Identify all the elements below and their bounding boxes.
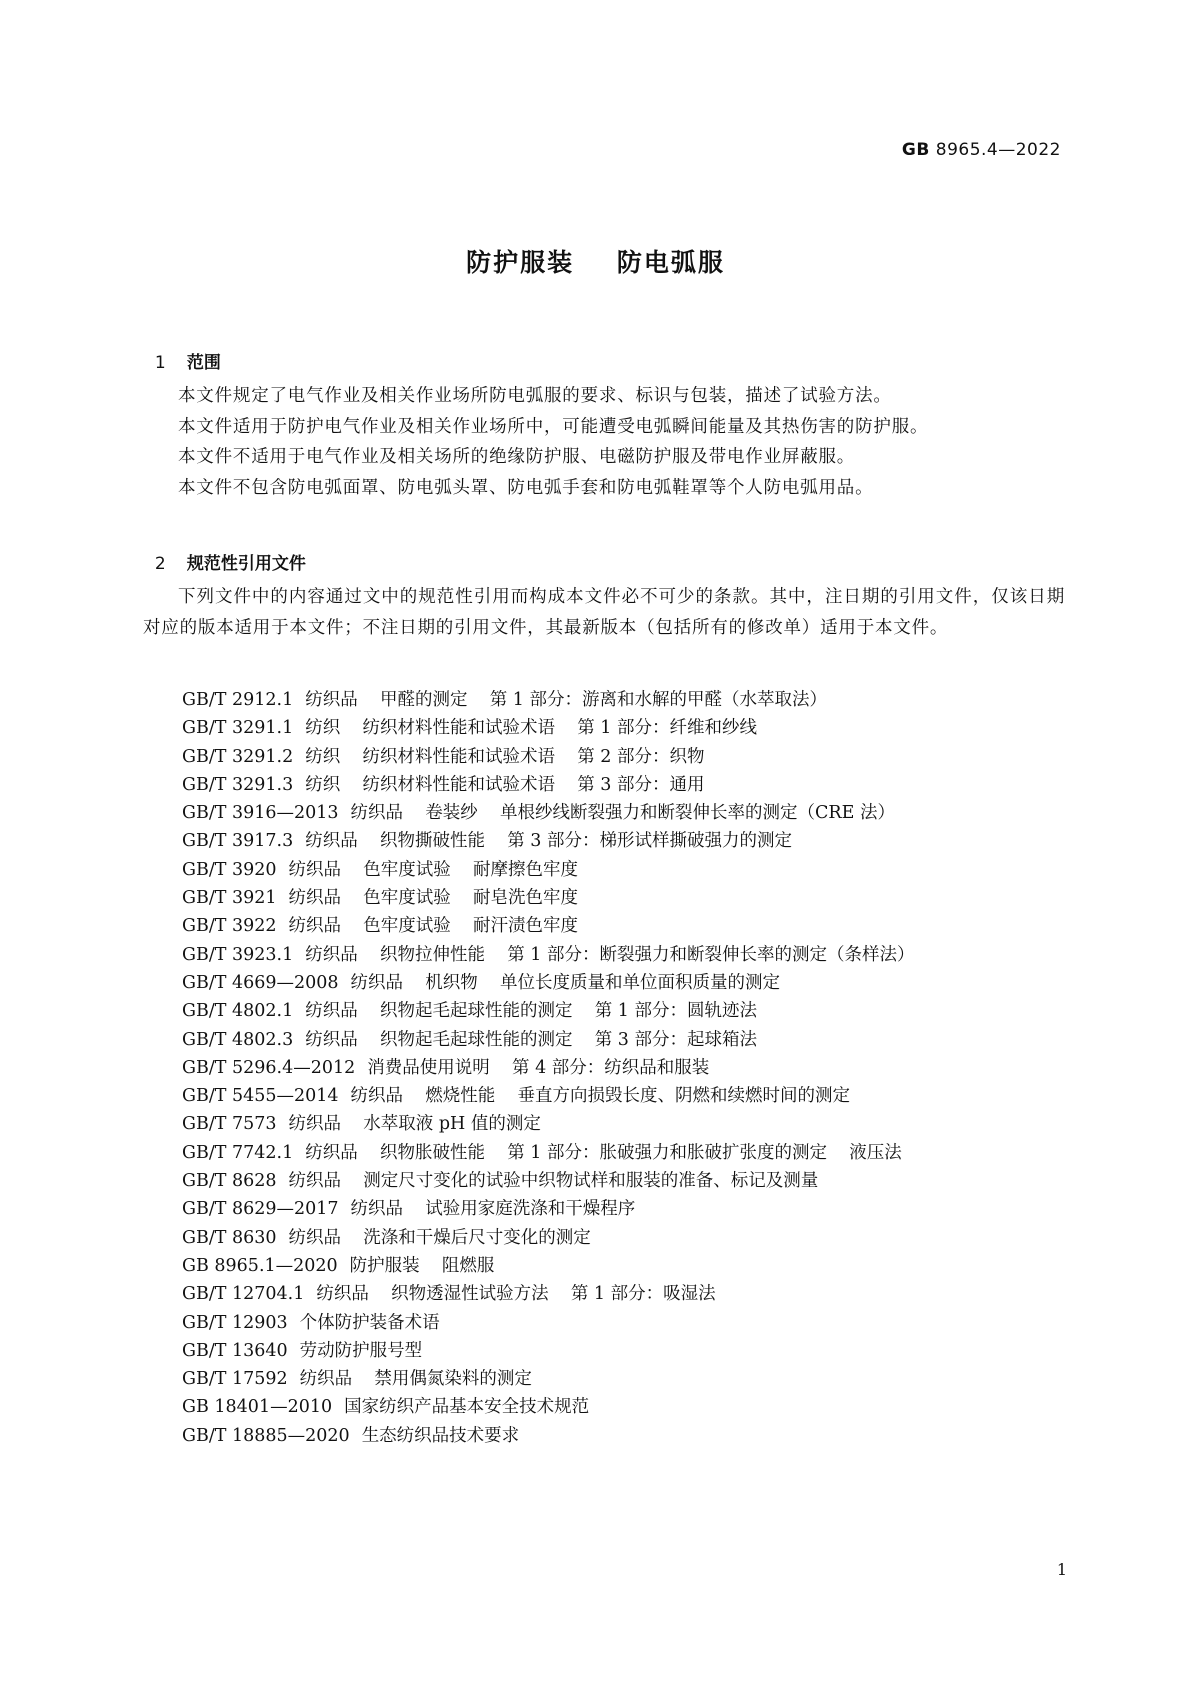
reference-code: GB/T 3923.1 bbox=[182, 944, 294, 965]
reference-title: 个体防护装备术语 bbox=[299, 1312, 440, 1333]
reference-item bbox=[182, 1054, 1082, 1082]
reference-code: GB 8965.1—2020 bbox=[182, 1255, 338, 1276]
reference-item bbox=[182, 912, 1082, 940]
reference-item bbox=[182, 686, 1082, 714]
reference-code: GB/T 5296.4—2012 bbox=[182, 1057, 356, 1078]
reference-code: GB/T 8629—2017 bbox=[182, 1199, 339, 1220]
reference-item bbox=[182, 1365, 1082, 1393]
reference-item bbox=[182, 1252, 1082, 1280]
standard-number bbox=[902, 140, 1061, 160]
reference-code: GB/T 8630 bbox=[182, 1227, 277, 1248]
reference-item bbox=[182, 1309, 1082, 1337]
reference-title: 消费品使用说明 第 4 部分：纺织品和服装 bbox=[367, 1057, 710, 1078]
reference-code: GB/T 12704.1 bbox=[182, 1284, 305, 1305]
section-2-number: 2 bbox=[154, 554, 166, 574]
reference-code: GB/T 13640 bbox=[182, 1340, 288, 1361]
reference-code: GB/T 4802.3 bbox=[182, 1029, 294, 1050]
reference-item bbox=[182, 1195, 1082, 1223]
standard-code: 8965.4—2022 bbox=[935, 140, 1061, 160]
reference-code: GB/T 3291.1 bbox=[182, 718, 294, 739]
reference-title: 纺织品 禁用偶氮染料的测定 bbox=[299, 1369, 532, 1390]
reference-code: GB/T 17592 bbox=[182, 1369, 288, 1390]
reference-code: GB/T 3291.2 bbox=[182, 746, 294, 767]
reference-title: 纺织品 织物拉伸性能 第 1 部分：断裂强力和断裂伸长率的测定（条样法） bbox=[305, 944, 915, 965]
reference-title: 纺织品 色牢度试验 耐皂洗色牢度 bbox=[288, 888, 579, 909]
section-1-paragraph: 本文件规定了电气作业及相关作业场所防电弧服的要求、标识与包装，描述了试验方法。 bbox=[178, 386, 892, 406]
section-2-intro-paragraph: 下列文件中的内容通过文中的规范性引用而构成本文件必不可少的条款。其中，注日期的引用文件，仅该日期对应的版本适用于本文件；不注日期的引用文件，其最新版本（包括所有的修改单）适用于本文件。 bbox=[143, 587, 1065, 638]
reference-title: 纺织品 测定尺寸变化的试验中织物试样和服装的准备、标记及测量 bbox=[288, 1171, 819, 1192]
reference-title: 纺织 纺织材料性能和试验术语 第 2 部分：织物 bbox=[305, 746, 705, 767]
section-1-title: 范围 bbox=[186, 353, 221, 373]
reference-title: 纺织品 织物撕破性能 第 3 部分：梯形试样撕破强力的测定 bbox=[305, 831, 792, 852]
reference-title: 纺织 纺织材料性能和试验术语 第 3 部分：通用 bbox=[305, 774, 705, 795]
section-1-body bbox=[143, 381, 1065, 503]
reference-code: GB/T 2912.1 bbox=[182, 690, 294, 710]
page-number: 1 bbox=[1056, 1560, 1067, 1579]
reference-title: 纺织品 织物起毛起球性能的测定 第 1 部分：圆轨迹法 bbox=[305, 1001, 757, 1022]
reference-item bbox=[182, 997, 1082, 1025]
reference-title: 国家纺织产品基本安全技术规范 bbox=[344, 1397, 590, 1418]
reference-code: GB/T 3922 bbox=[182, 916, 277, 937]
reference-item bbox=[182, 1026, 1082, 1054]
section-2-body bbox=[143, 582, 1065, 643]
section-2-heading bbox=[143, 529, 306, 574]
reference-item bbox=[182, 1082, 1082, 1110]
reference-item bbox=[182, 771, 1082, 799]
reference-code: GB/T 4802.1 bbox=[182, 1001, 294, 1022]
document-title: 防护服装 防电弧服 bbox=[466, 248, 725, 277]
reference-title: 纺织品 色牢度试验 耐汗渍色牢度 bbox=[288, 916, 579, 937]
reference-title: 纺织品 试验用家庭洗涤和干燥程序 bbox=[350, 1199, 636, 1220]
reference-code: GB/T 3921 bbox=[182, 888, 277, 909]
reference-title: 纺织品 水萃取液 pH 值的测定 bbox=[288, 1114, 541, 1135]
reference-code: GB/T 8628 bbox=[182, 1171, 277, 1192]
reference-code: GB/T 7573 bbox=[182, 1114, 277, 1135]
reference-item bbox=[182, 743, 1082, 771]
reference-code: GB/T 3920 bbox=[182, 859, 277, 880]
section-1-heading bbox=[143, 328, 221, 373]
reference-code: GB/T 5455—2014 bbox=[182, 1086, 339, 1107]
section-1-paragraph: 本文件不包含防电弧面罩、防电弧头罩、防电弧手套和防电弧鞋罩等个人防电弧用品。 bbox=[178, 477, 874, 498]
reference-title: 劳动防护服号型 bbox=[299, 1340, 423, 1361]
section-2-title: 规范性引用文件 bbox=[186, 554, 306, 574]
reference-code: GB/T 18885—2020 bbox=[182, 1425, 350, 1446]
reference-item bbox=[182, 1393, 1082, 1421]
reference-item bbox=[182, 884, 1082, 912]
reference-item bbox=[182, 827, 1082, 855]
reference-code: GB/T 3291.3 bbox=[182, 774, 294, 795]
section-1-number: 1 bbox=[154, 353, 166, 373]
reference-item bbox=[182, 1422, 1082, 1450]
reference-code: GB/T 3917.3 bbox=[182, 831, 294, 852]
reference-item bbox=[182, 969, 1082, 997]
reference-code: GB/T 12903 bbox=[182, 1312, 288, 1333]
section-1-paragraph: 本文件适用于防护电气作业及相关作业场所中，可能遭受电弧瞬间能量及其热伤害的防护服。 bbox=[178, 416, 929, 437]
reference-item bbox=[182, 1110, 1082, 1138]
reference-title: 纺织 纺织材料性能和试验术语 第 1 部分：纤维和纱线 bbox=[305, 718, 757, 739]
reference-title: 防护服装 阻燃服 bbox=[349, 1255, 495, 1276]
reference-code: GB/T 3916—2013 bbox=[182, 803, 339, 824]
reference-title: 纺织品 机织物 单位长度质量和单位面积质量的测定 bbox=[350, 972, 781, 993]
reference-item bbox=[182, 1224, 1082, 1252]
reference-title: 纺织品 燃烧性能 垂直方向损毁长度、阴燃和续燃时间的测定 bbox=[350, 1086, 851, 1107]
reference-title: 纺织品 甲醛的测定 第 1 部分：游离和水解的甲醛（水萃取法） bbox=[305, 690, 827, 710]
reference-item bbox=[182, 1167, 1082, 1195]
reference-code: GB 18401—2010 bbox=[182, 1397, 333, 1418]
reference-title: 生态纺织品技术要求 bbox=[361, 1425, 520, 1446]
reference-title: 纺织品 卷装纱 单根纱线断裂强力和断裂伸长率的测定（CRE 法） bbox=[350, 803, 895, 824]
reference-item bbox=[182, 1337, 1082, 1365]
standard-prefix: GB bbox=[901, 140, 930, 160]
reference-title: 纺织品 色牢度试验 耐摩擦色牢度 bbox=[288, 859, 579, 880]
reference-title: 纺织品 织物胀破性能 第 1 部分：胀破强力和胀破扩张度的测定 液压法 bbox=[305, 1142, 902, 1163]
reference-item bbox=[182, 1139, 1082, 1167]
reference-title: 纺织品 织物透湿性试验方法 第 1 部分：吸湿法 bbox=[316, 1284, 716, 1305]
reference-code: GB/T 4669—2008 bbox=[182, 972, 339, 993]
normative-reference-list bbox=[182, 686, 1082, 1450]
reference-item bbox=[182, 714, 1082, 742]
reference-item bbox=[182, 941, 1082, 969]
section-1-paragraph: 本文件不适用于电气作业及相关场所的绝缘防护服、电磁防护服及带电作业屏蔽服。 bbox=[178, 447, 856, 467]
reference-item bbox=[182, 856, 1082, 884]
reference-item bbox=[182, 799, 1082, 827]
reference-title: 纺织品 织物起毛起球性能的测定 第 3 部分：起球箱法 bbox=[305, 1029, 757, 1050]
reference-title: 纺织品 洗涤和干燥后尺寸变化的测定 bbox=[288, 1227, 591, 1248]
reference-item bbox=[182, 1280, 1082, 1308]
reference-code: GB/T 7742.1 bbox=[182, 1142, 294, 1163]
